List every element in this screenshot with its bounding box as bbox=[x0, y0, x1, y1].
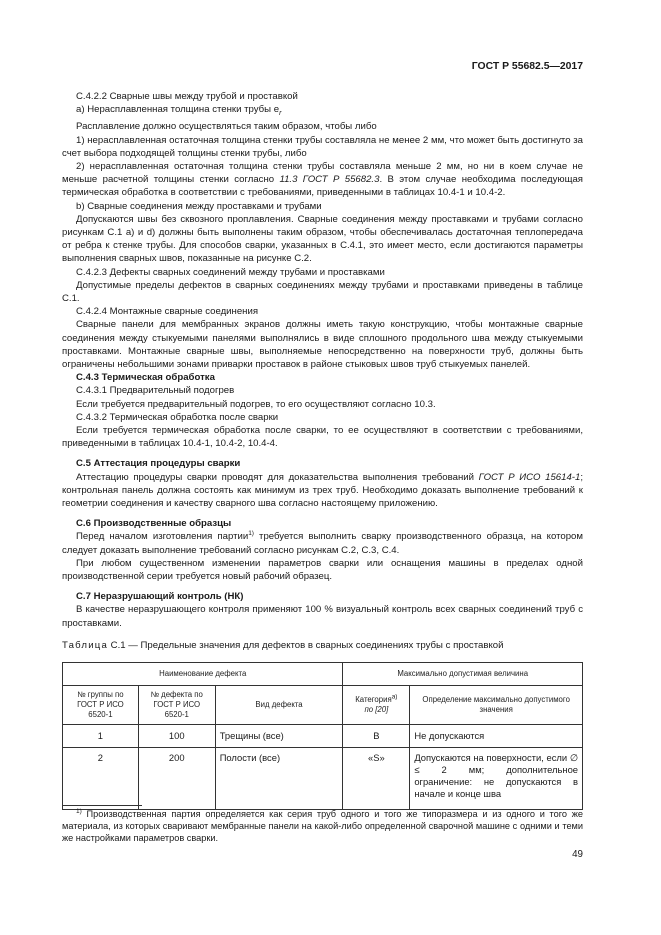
subclause-heading: С.4.2.4 Монтажные сварные соединения bbox=[76, 306, 259, 318]
table-row bbox=[63, 748, 583, 810]
th-category bbox=[343, 686, 410, 725]
cell-group: 1 bbox=[63, 725, 139, 748]
footnote-text: Производственная партия определяется как серия труб одного и того же типоразмера и из одного и того же материала, из которых сваривают мембранные панели на какой-либо определенной сварочной машине с одними и теми же настройками параметров сварки. bbox=[62, 809, 583, 844]
paragraph: Сварные панели для мембранных экранов должны иметь такую конструкцию, чтобы монтажные сварные соединения между стыкуемыми панелями выполнялись в виде сплошного продольного шва между стыкуемыми проставками. Монтажные сварные швы, выполняемые непосредственно на поверхности труб, должны быть ограничены небольшими зонами приварки проставок в районе стыковых швов труб стыкуемых панелей. bbox=[62, 319, 583, 370]
cell-definition: Не допускаются bbox=[410, 725, 583, 748]
defects-table bbox=[62, 662, 583, 810]
subclause-heading: С.4.2.2 Сварные швы между трубой и проставкой bbox=[76, 91, 298, 102]
table-row bbox=[63, 725, 583, 748]
cell-defect-kind: Полости (все) bbox=[215, 748, 343, 810]
th-defect-kind: Вид дефекта bbox=[215, 686, 343, 725]
th-category-label: Категория bbox=[355, 695, 392, 705]
paragraph-text: Перед началом изготовления партии bbox=[76, 531, 249, 543]
cell-category: B bbox=[343, 725, 410, 748]
paragraph-text: а) Нерасплавленная толщина стенки трубы e bbox=[76, 104, 280, 116]
subclause-heading: С.4.3.1 Предварительный подогрев bbox=[76, 385, 235, 397]
paragraph: При любом существенном изменении параметров сварки или оснащения машины в пределах одной производственной серии требуется новый рабочий образец. bbox=[62, 557, 583, 583]
section-heading: С.6 Производственные образцы bbox=[76, 518, 232, 530]
footnote-ref: 1) bbox=[248, 530, 254, 538]
cell-defect-kind: Трещины (все) bbox=[215, 725, 343, 748]
th-defect-number: № дефекта по ГОСТ Р ИСО 6520-1 bbox=[138, 686, 215, 725]
paragraph bbox=[62, 471, 583, 511]
document-body bbox=[62, 90, 583, 810]
th-max-value: Максимально допустимая величина bbox=[343, 663, 583, 686]
reference-link: ГОСТ Р ИСО 15614-1 bbox=[478, 471, 581, 483]
subclause-heading: С.4.3.2 Термическая обработка после сварки bbox=[76, 411, 279, 423]
paragraph: Допустимые пределы дефектов в сварных соединениях между трубами и проставками приведены в таблице С.1. bbox=[62, 279, 583, 304]
th-group: № группы по ГОСТ Р ИСО 6520-1 bbox=[63, 686, 139, 725]
cell-defect-number: 100 bbox=[138, 725, 215, 748]
reference-link: 11.3 ГОСТ Р 55682.3 bbox=[279, 174, 380, 186]
cell-defect-number: 200 bbox=[138, 748, 215, 810]
paragraph: Если требуется термическая обработка после сварки, то ее осуществляют в соответствии с требованиями, приведенными в таблицах 10.4-1, 10.4-2, 10.4-4. bbox=[62, 424, 583, 450]
th-category-ref: по [20] bbox=[364, 705, 389, 715]
paragraph: 1) нерасплавленная остаточная толщина стенки трубы составляла не менее 2 мм, что может быть достигнуто за счет выбора подходящей толщины стенки трубы, либо bbox=[62, 134, 583, 159]
footnote bbox=[62, 808, 583, 845]
paragraph: Допускаются швы без сквозного проплавления. Сварные соединения между проставками и трубами согласно рисункам С.1 а) и d) должны быть выполнены таким образом, чтобы обеспечивалась достаточная теплопередача от ребра к стенке трубы. Для способов сварки, указанных в С.4.1, это имеет место, если достигаются параметры выполнения сварных швов, показанные на рисунке С.2. bbox=[62, 213, 583, 265]
paragraph bbox=[62, 160, 583, 200]
paragraph: b) Сварные соединения между проставками и трубами bbox=[76, 200, 322, 212]
paragraph: Если требуется предварительный подогрев, то его осуществляют согласно 10.3. bbox=[76, 398, 436, 410]
paragraph: Расплавление должно осуществляться таким образом, чтобы либо bbox=[76, 121, 377, 133]
standard-header: ГОСТ Р 55682.5—2017 bbox=[471, 61, 583, 72]
paragraph bbox=[62, 103, 583, 120]
paragraph-text: требуется выполнить сварку производственного образца, на котором следует доказать выполнение требований согласно рисункам С.2, С.3, С.4. bbox=[62, 531, 583, 556]
th-defect-name: Наименование дефекта bbox=[63, 663, 343, 686]
cell-group: 2 bbox=[63, 748, 139, 810]
footnote-mark: 1) bbox=[76, 807, 82, 815]
th-definition: Определение максимально допустимого значения bbox=[410, 686, 583, 725]
paragraph-text: Аттестацию процедуры сварки проводят для доказательства выполнения требований bbox=[76, 471, 479, 483]
paragraph: В качестве неразрушающего контроля применяют 100 % визуальный контроль всех сварных соединений труб с проставками. bbox=[62, 604, 583, 629]
page-number: 49 bbox=[572, 849, 583, 860]
section-heading: С.7 Неразрушающий контроль (НК) bbox=[76, 591, 244, 603]
paragraph-text: ; контрольная панель должна состоять как минимум из трех труб. Необходимо доказать выполнение требований к геометрии соединения и качеству сварного шва согласно настоящему приложению. bbox=[62, 471, 583, 509]
table-caption-text: С.1 — Предельные значения для дефектов в сварных соединениях трубы с проставкой bbox=[108, 639, 504, 651]
subscript-r: r bbox=[279, 110, 282, 118]
table-caption bbox=[62, 639, 583, 652]
cell-category: «S» bbox=[343, 748, 410, 810]
section-heading: С.5 Аттестация процедуры сварки bbox=[76, 458, 241, 470]
table-header-row bbox=[63, 663, 583, 686]
table-header-row bbox=[63, 686, 583, 725]
section-heading: С.4.3 Термическая обработка bbox=[76, 372, 215, 384]
paragraph bbox=[62, 530, 583, 556]
cell-definition: Допускаются на поверхности, если ∅ ≤ 2 мм; дополнительное ограничение: не допускаются в начале и конце шва bbox=[410, 748, 583, 810]
subclause-heading: С.4.2.3 Дефекты сварных соединений между трубами и проставками bbox=[76, 266, 385, 278]
paragraph-text: 2) нерасплавленная остаточная толщина стенки трубы составляла меньше 2 мм, но ни в коем случае не меньше расчетной толщины стенки согласно bbox=[62, 160, 583, 186]
paragraph-text: . В этом случае необходима последующая термическая обработка в соответствии с требованиями, приведенными в таблицах 10.4-1 и 10.4-2. bbox=[62, 174, 583, 199]
th-category-note: а) bbox=[391, 693, 398, 701]
table-caption-prefix: Таблица bbox=[62, 639, 109, 651]
footnote-separator bbox=[62, 805, 142, 806]
